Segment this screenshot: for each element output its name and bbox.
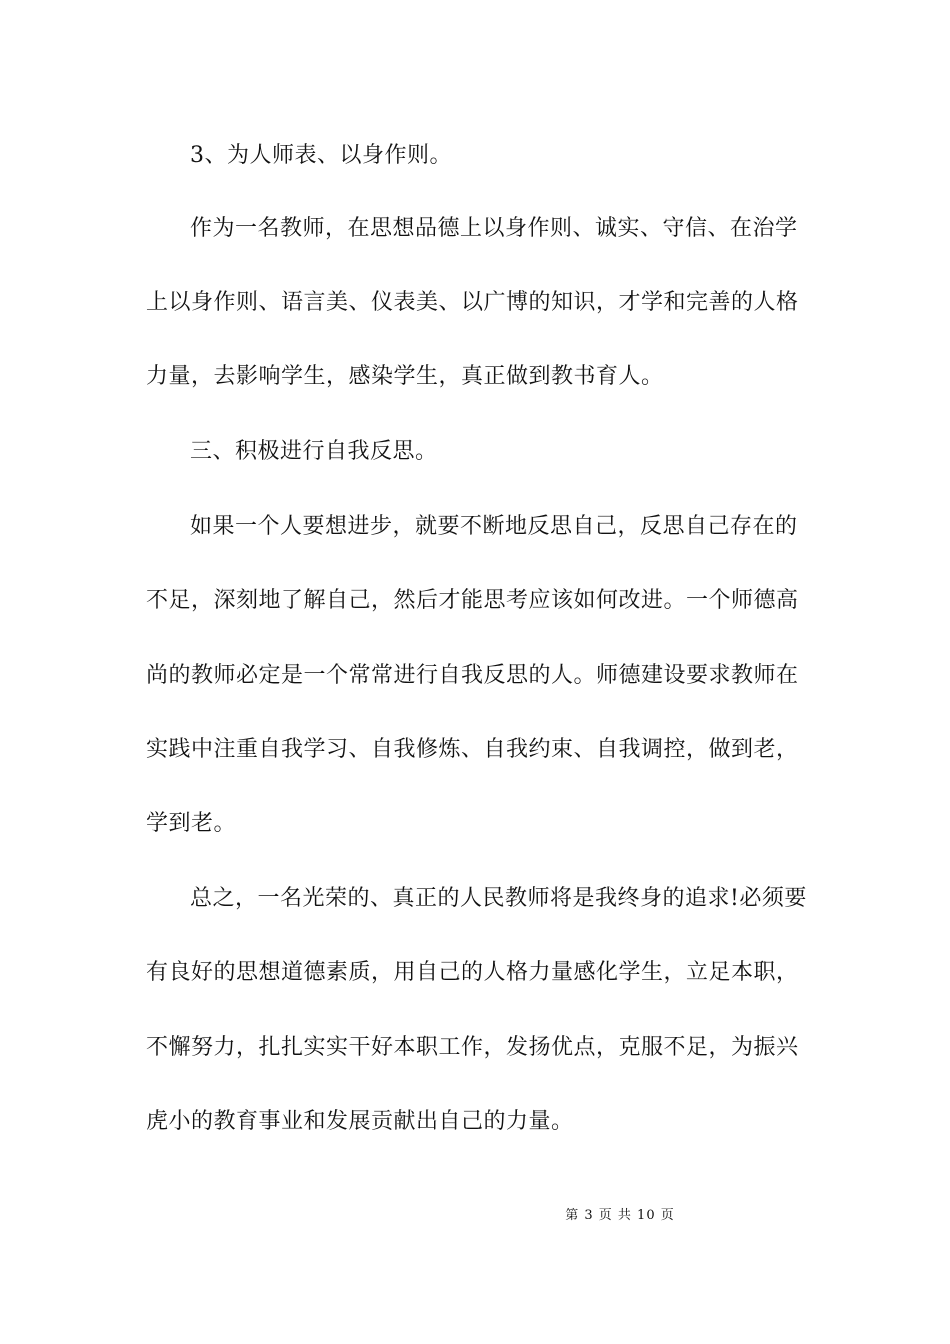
page-number: 第 3 页 共 10 页: [565, 1208, 675, 1223]
page-footer: [0, 1207, 950, 1225]
paragraph-line: 不足，深刻地了解自己，然后才能思考应该如何改进。一个师德高: [146, 588, 799, 613]
section-heading: 三、积极进行自我反思。: [190, 439, 438, 464]
paragraph-line: 实践中注重自我学习、自我修炼、自我约束、自我调控，做到老，: [146, 737, 799, 762]
paragraph-line: 不懈努力，扎扎实实干好本职工作，发扬优点，克服不足，为振兴: [146, 1035, 799, 1060]
paragraph-line: 有良好的思想道德素质，用自己的人格力量感化学生，立足本职，: [146, 960, 799, 985]
paragraph-line: 如果一个人要想进步，就要不断地反思自己，反思自己存在的: [190, 514, 798, 539]
paragraph-line: 力量，去影响学生，感染学生，真正做到教书育人。: [146, 364, 664, 389]
paragraph-line: 虎小的教育事业和发展贡献出自己的力量。: [146, 1109, 574, 1134]
paragraph-line: 尚的教师必定是一个常常进行自我反思的人。师德建设要求教师在: [146, 663, 799, 688]
paragraph-line: 学到老。: [146, 811, 237, 836]
paragraph-line: 总之，一名光荣的、真正的人民教师将是我终身的追求!必须要: [190, 886, 807, 911]
section-heading: 3、为人师表、以身作则。: [190, 143, 452, 168]
paragraph-line: 上以身作则、语言美、仪表美、以广博的知识，才学和完善的人格: [146, 290, 799, 315]
paragraph-line: 作为一名教师，在思想品德上以身作则、诚实、守信、在治学: [190, 216, 798, 241]
